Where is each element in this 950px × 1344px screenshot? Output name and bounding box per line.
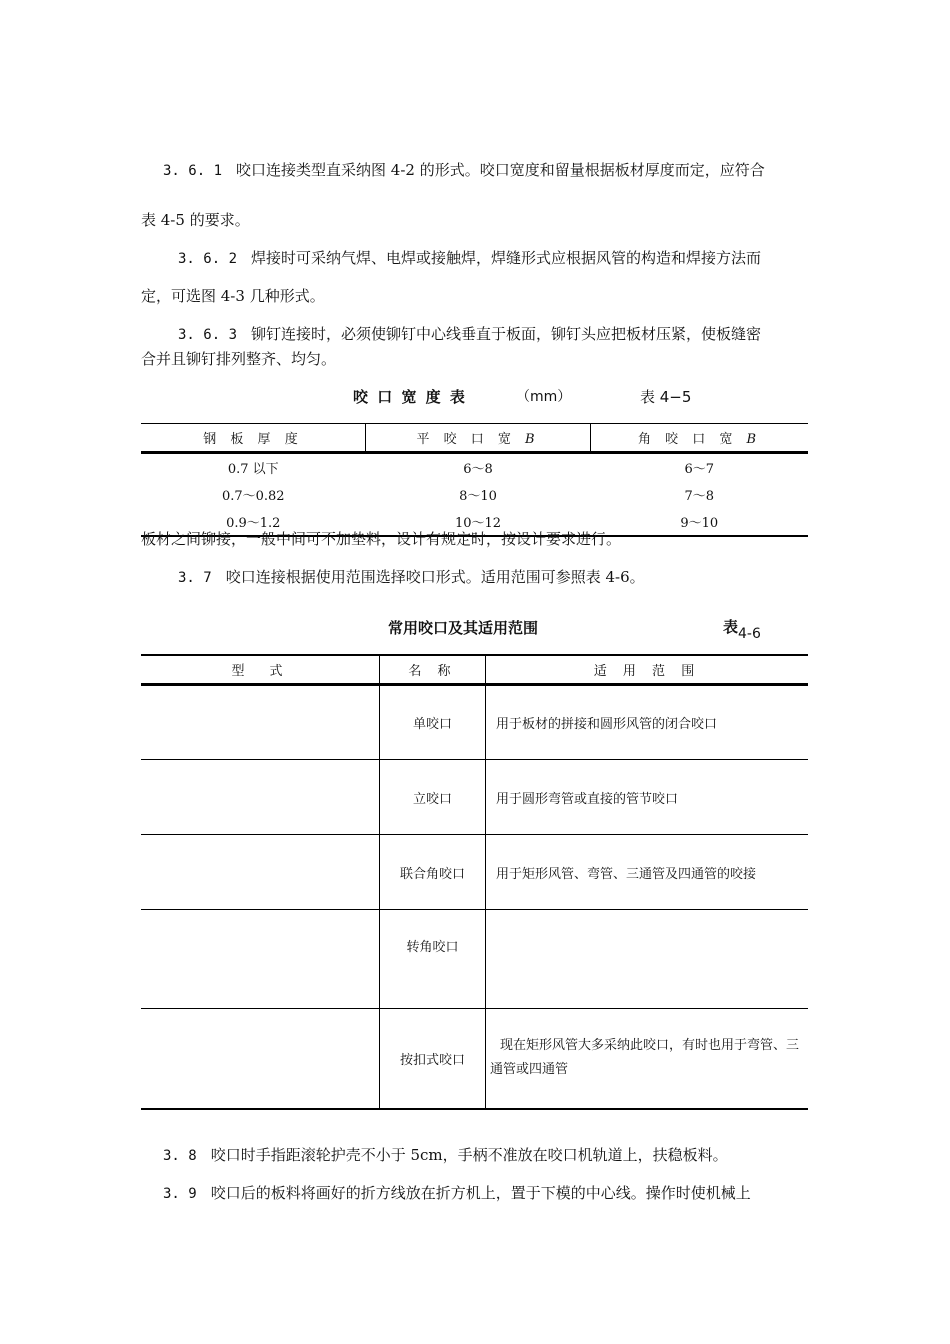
paragraph-text: 铆钉连接时，必须使铆钉中心线垂直于板面，铆钉头应把板材压紧，使板缝密: [251, 325, 762, 343]
table-row: [141, 1009, 808, 1109]
type-cell: [141, 760, 380, 835]
rivet-note: 板材之间铆接，一般中间可不加垫料，设计有规定时，按设计要求进行。: [141, 530, 622, 548]
type-cell: [141, 1009, 380, 1109]
paragraph-3-6-3: [178, 324, 761, 345]
header-flat-seam-width: 平 咬 口 宽 B: [366, 424, 591, 453]
section-number: 3. 6. 1: [163, 163, 223, 179]
table-header-row: [141, 655, 808, 685]
table-4-6-label-number: 4-6: [738, 626, 761, 642]
table-4-5: [141, 423, 808, 537]
table-4-5-unit: （mm）: [516, 389, 572, 405]
variable-b: B: [746, 432, 762, 447]
section-number: 3. 8: [163, 1148, 197, 1164]
table-4-5-label: 表 4−5: [640, 388, 692, 406]
table-4-6-title: 常用咬口及其适用范围: [388, 619, 539, 637]
table-cell: 10～12: [366, 508, 591, 536]
header-name: 名 称: [380, 655, 486, 685]
table-row: [141, 760, 808, 835]
table-cell: 6～8: [463, 462, 493, 477]
header-scope: 适 用 范 围: [486, 655, 809, 685]
paragraph-text: 咬口连接根据使用范围选择咬口形式。适用范围可参照表 4-6。: [225, 568, 645, 586]
name-cell: 联合角咬口: [380, 835, 486, 910]
section-number: 3. 7: [178, 570, 212, 586]
table-cell: 8～10: [459, 489, 497, 504]
name-cell: 立咬口: [380, 760, 486, 835]
scope-cell: 用于矩形风管、弯管、三通管及四通管的咬接: [486, 835, 809, 910]
table-row: [141, 453, 808, 482]
type-cell: [141, 910, 380, 1009]
table-4-6-label-main: 表: [723, 618, 739, 636]
name-cell: 转角咬口: [380, 910, 486, 1009]
paragraph-text: 咬口后的板料将画好的折方线放在折方机上，置于下模的中心线。操作时使机械上: [210, 1184, 751, 1202]
table-row: [141, 685, 808, 760]
table-cell: 0.7～0.82: [221, 489, 285, 504]
variable-b: B: [524, 432, 540, 447]
name-cell: 单咬口: [380, 685, 486, 760]
table-header-row: [141, 424, 808, 453]
table-cell: 0.9～1.2: [141, 508, 366, 536]
header-thickness: 钢 板 厚 度: [141, 424, 366, 453]
paragraph-3-6-1: [163, 160, 765, 181]
scope-cell: 用于板材的拼接和圆形风管的闭合咬口: [486, 685, 809, 760]
section-number: 3. 9: [163, 1186, 197, 1202]
paragraph-text: 咬口连接类型直采纳图 4-2 的形式。咬口宽度和留量根据板材厚度而定，应符合: [236, 161, 765, 179]
table-cell: 9～10: [591, 508, 809, 536]
scope-cell: [486, 910, 809, 1009]
header-type: 型 式: [141, 655, 380, 685]
paragraph-3-6-2: [178, 248, 761, 269]
type-cell: [141, 835, 380, 910]
paragraph-text: 焊接时可采纳气焊、电焊或接触焊，焊缝形式应根据风管的构造和焊接方法而: [251, 249, 762, 267]
table-4-6-label: [723, 616, 761, 642]
section-number: 3. 6. 3: [178, 327, 238, 343]
paragraph-3-6-1-continued: 表 4-5 的要求。: [141, 211, 250, 229]
table-row: [141, 481, 808, 508]
table-cell: 0.7 以下: [227, 462, 279, 477]
paragraph-3-9: [163, 1183, 751, 1204]
table-4-6: [141, 654, 808, 1110]
table-4-5-title: 咬 口 宽 度 表: [353, 388, 467, 406]
table-cell: 6～7: [684, 462, 715, 477]
paragraph-3-6-3-continued: 合并且铆钉排列整齐、均匀。: [141, 350, 337, 368]
header-corner-seam-width: 角 咬 口 宽 B: [591, 424, 809, 453]
paragraph-3-6-2-continued: 定，可选图 4-3 几种形式。: [141, 287, 325, 305]
section-number: 3. 6. 2: [178, 251, 238, 267]
scope-cell: 用于圆形弯管或直接的管节咬口: [486, 760, 809, 835]
table-row: [141, 910, 808, 1009]
paragraph-3-8: [163, 1145, 728, 1166]
name-cell: 按扣式咬口: [380, 1009, 486, 1109]
paragraph-text: 咬口时手指距滚轮护壳不小于 5cm，手柄不准放在咬口机轨道上，扶稳板料。: [210, 1146, 728, 1164]
type-cell: [141, 685, 380, 760]
table-cell: 7～8: [684, 489, 715, 504]
table-row: [141, 835, 808, 910]
paragraph-3-7: [178, 567, 645, 588]
scope-cell: 现在矩形风管大多采纳此咬口，有时也用于弯管、三通管或四通管: [486, 1009, 809, 1109]
